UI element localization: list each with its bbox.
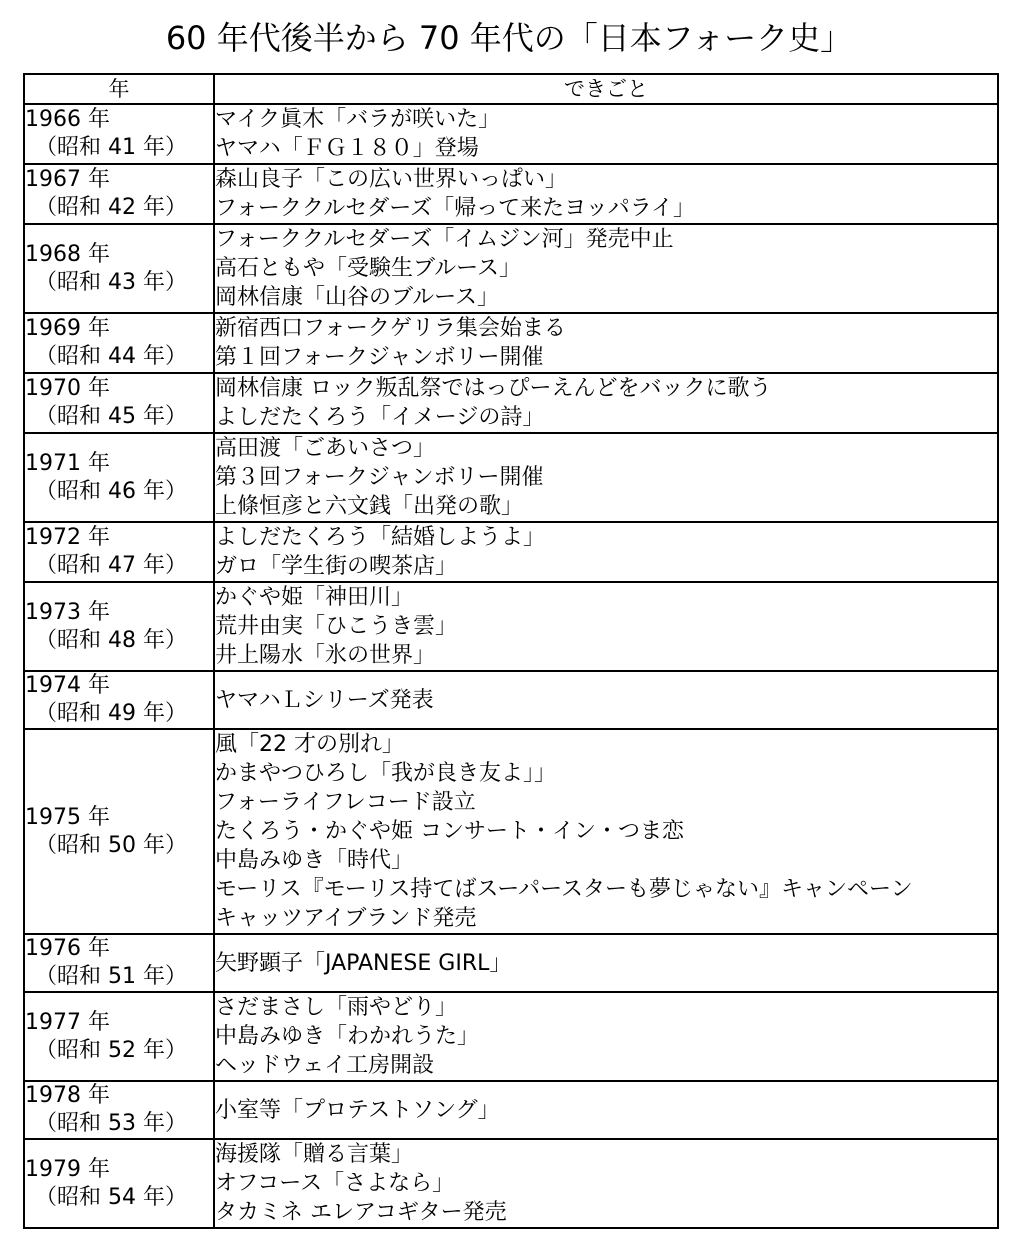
year-label: 1974 年 [25, 673, 110, 698]
year-label: 1972 年 [25, 525, 110, 550]
table-row [24, 433, 998, 522]
event-item: 海援隊「贈る言葉」 [215, 1142, 414, 1167]
events-cell [214, 992, 998, 1081]
year-cell [24, 433, 214, 522]
era-label: （昭和 42 年） [35, 195, 187, 220]
events-cell [214, 729, 998, 934]
era-label: （昭和 49 年） [35, 701, 187, 726]
table-row [24, 164, 998, 224]
event-item: 中島みゆき「時代」 [215, 848, 414, 873]
year-label: 1978 年 [25, 1083, 110, 1108]
event-item: 風「22 才の別れ」 [215, 732, 404, 757]
events-cell [214, 582, 998, 671]
events-cell [214, 373, 998, 433]
year-label: 1976 年 [25, 936, 110, 961]
event-item: マイク眞木「バラが咲いた」 [215, 107, 501, 132]
year-cell [24, 104, 214, 164]
events-cell [214, 164, 998, 224]
event-item: オフコース「さよなら」 [215, 1171, 455, 1196]
event-item: ガロ「学生街の喫茶店」 [215, 554, 458, 579]
event-item: 高田渡「ごあいさつ」 [215, 436, 436, 461]
year-label: 1977 年 [25, 1009, 110, 1035]
events-cell [214, 671, 998, 729]
year-label: 1979 年 [25, 1156, 110, 1182]
events-cell [214, 522, 998, 582]
era-label: （昭和 47 年） [35, 553, 187, 578]
events-cell [214, 224, 998, 313]
event-item: モーリス『モーリス持てばスーパースターも夢じゃない』キャンペーン [215, 877, 913, 902]
events-cell [214, 1081, 998, 1139]
year-label: 1971 年 [25, 450, 110, 476]
event-item: タカミネ エレアコギター発売 [215, 1200, 507, 1225]
event-item: 上條恒彦と六文銭「出発の歌」 [215, 494, 524, 519]
table-header-row [24, 74, 998, 104]
era-label: （昭和 52 年） [35, 1037, 187, 1063]
events-cell [214, 104, 998, 164]
year-label: 1973 年 [25, 599, 110, 625]
era-label: （昭和 50 年） [35, 832, 187, 858]
year-label: 1967 年 [25, 167, 110, 192]
era-label: （昭和 41 年） [35, 135, 187, 160]
table-row [24, 104, 998, 164]
table-row [24, 522, 998, 582]
event-item: フォーライフレコード設立 [215, 790, 476, 815]
event-item: キャッツアイブランド発売 [215, 906, 477, 931]
event-item: 中島みゆき「わかれうた」 [215, 1024, 480, 1049]
event-item: ヘッドウェイ工房開設 [215, 1053, 435, 1078]
column-header-year: 年 [24, 74, 214, 104]
era-label: （昭和 53 年） [35, 1111, 187, 1136]
year-label: 1970 年 [25, 376, 110, 401]
table-row [24, 729, 998, 934]
era-label: （昭和 51 年） [35, 964, 187, 989]
events-cell [214, 1139, 998, 1228]
era-label: （昭和 46 年） [35, 478, 187, 504]
year-cell [24, 671, 214, 729]
year-cell [24, 224, 214, 313]
year-cell [24, 313, 214, 373]
year-cell [24, 373, 214, 433]
table-row [24, 582, 998, 671]
year-label: 1969 年 [25, 316, 110, 341]
events-cell [214, 313, 998, 373]
event-item: 岡林信康 ロック叛乱祭ではっぴーえんどをバックに歌う [215, 376, 772, 401]
era-label: （昭和 44 年） [35, 344, 187, 369]
year-cell [24, 522, 214, 582]
event-item: フォーククルセダーズ「イムジン河」発売中止 [215, 227, 674, 252]
history-table-body [24, 104, 998, 1228]
era-label: （昭和 48 年） [35, 627, 187, 653]
era-label: （昭和 54 年） [35, 1184, 187, 1210]
year-label: 1966 年 [25, 107, 110, 132]
events-cell [214, 934, 998, 992]
event-item: 森山良子「この広い世界いっぱい」 [215, 167, 568, 192]
event-item: 岡林信康「山谷のブルース」 [215, 285, 500, 310]
table-row [24, 992, 998, 1081]
page-title: 60 年代後半から 70 年代の「日本フォーク史」 [165, 19, 853, 57]
year-label: 1975 年 [25, 804, 110, 830]
table-row [24, 1081, 998, 1139]
event-item: よしだたくろう「結婚しようよ」 [215, 525, 546, 550]
table-row [24, 224, 998, 313]
event-item: かぐや姫「神田川」 [215, 585, 414, 610]
events-cell [214, 433, 998, 522]
event-item: 井上陽水「氷の世界」 [215, 643, 436, 668]
event-item: 小室等「プロテストソング」 [215, 1097, 500, 1123]
year-cell [24, 164, 214, 224]
column-header-event: できごと [214, 74, 998, 104]
year-cell [24, 1081, 214, 1139]
event-item: 高石ともや「受験生ブルース」 [215, 256, 522, 281]
event-item: さだまさし「雨やどり」 [215, 995, 458, 1020]
year-cell [24, 992, 214, 1081]
event-item: 荒井由実「ひこうき雲」 [215, 614, 458, 639]
year-cell [24, 934, 214, 992]
era-label: （昭和 45 年） [35, 404, 187, 429]
event-item: 矢野顕子「JAPANESE GIRL」 [215, 950, 512, 976]
event-item: たくろう・かぐや姫 コンサート・イン・つま恋 [215, 819, 684, 844]
event-item: ヤマハ「ＦＧ１８０」登場 [215, 136, 479, 161]
year-cell [24, 1139, 214, 1228]
table-row [24, 373, 998, 433]
year-label: 1968 年 [25, 241, 110, 267]
table-row [24, 1139, 998, 1228]
table-row [24, 313, 998, 373]
event-item: 第３回フォークジャンボリー開催 [215, 465, 544, 490]
history-table [23, 73, 999, 1229]
year-cell [24, 582, 214, 671]
era-label: （昭和 43 年） [35, 269, 187, 295]
year-cell [24, 729, 214, 934]
event-item: かまやつひろし「我が良き友よ」」 [215, 761, 557, 786]
table-row [24, 934, 998, 992]
event-item: 第１回フォークジャンボリー開催 [215, 345, 544, 370]
event-item: フォーククルセダーズ「帰って来たヨッパライ」 [215, 196, 696, 221]
event-item: 新宿西口フォークゲリラ集会始まる [215, 316, 566, 341]
table-row [24, 671, 998, 729]
event-item: ヤマハＬシリーズ発表 [215, 687, 434, 713]
event-item: よしだたくろう「イメージの詩」 [215, 405, 545, 430]
